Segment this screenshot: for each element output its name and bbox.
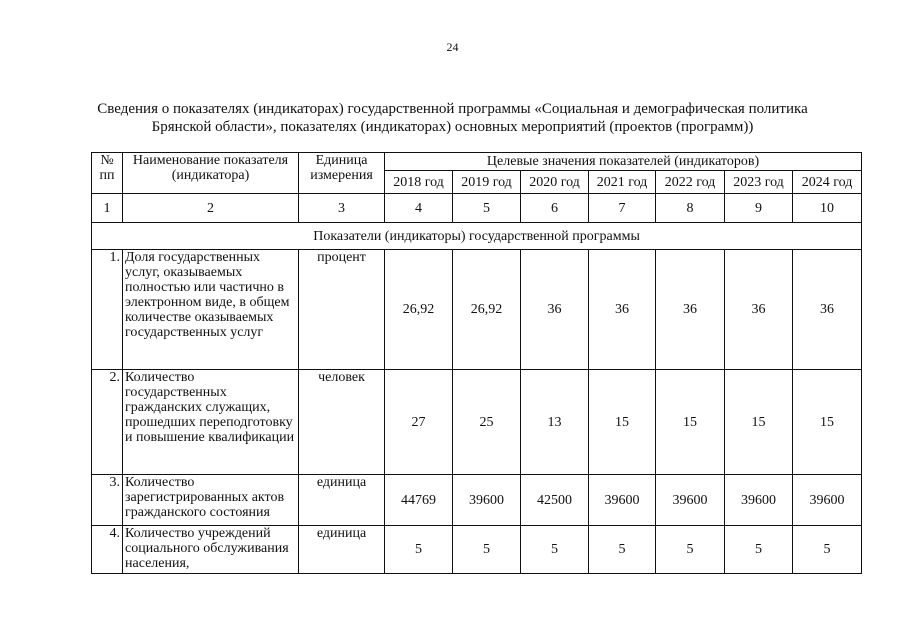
- row-number: 3.: [92, 475, 123, 526]
- target-value: 39600: [589, 475, 656, 526]
- title-line-2: Брянской области», показателях (индикаторах) основных мероприятий (проектов (программ)): [151, 119, 754, 135]
- header-year: 2021 год: [589, 171, 656, 194]
- row-number: 2.: [92, 370, 123, 475]
- target-value: 5: [385, 526, 453, 574]
- target-value: 44769: [385, 475, 453, 526]
- target-value: 36: [725, 250, 793, 370]
- column-index: 10: [793, 194, 862, 223]
- column-index: 5: [453, 194, 521, 223]
- indicator-name: Количество зарегистрированных актов гражданского состояния: [123, 475, 299, 526]
- target-value: 27: [385, 370, 453, 475]
- column-index: 4: [385, 194, 453, 223]
- target-value: 15: [793, 370, 862, 475]
- target-value: 39600: [656, 475, 725, 526]
- indicator-unit: процент: [299, 250, 385, 370]
- column-index: 3: [299, 194, 385, 223]
- target-value: 5: [725, 526, 793, 574]
- target-value: 13: [521, 370, 589, 475]
- target-value: 5: [521, 526, 589, 574]
- row-number: 1.: [92, 250, 123, 370]
- header-year: 2024 год: [793, 171, 862, 194]
- header-unit: Единица измерения: [299, 153, 385, 194]
- target-value: 15: [656, 370, 725, 475]
- target-value: 42500: [521, 475, 589, 526]
- target-value: 39600: [725, 475, 793, 526]
- header-row-1: [92, 153, 862, 171]
- column-index: 6: [521, 194, 589, 223]
- header-year: 2018 год: [385, 171, 453, 194]
- table-row: [92, 370, 862, 475]
- title-line-1: Сведения о показателях (индикаторах) государственной программы «Социальная и демографическая политика: [97, 101, 808, 117]
- indicator-name: Доля государственных услуг, оказываемых полностью или частично в электронном виде, в общем количестве оказываемых государственных услуг: [123, 250, 299, 370]
- table-row: [92, 475, 862, 526]
- indicators-table: [91, 152, 862, 574]
- indicator-name: Количество учреждений социального обслуживания населения,: [123, 526, 299, 574]
- column-index-row: [92, 194, 862, 223]
- column-index: 1: [92, 194, 123, 223]
- target-value: 36: [589, 250, 656, 370]
- target-value: 25: [453, 370, 521, 475]
- target-value: 26,92: [453, 250, 521, 370]
- header-targets: Целевые значения показателей (индикаторов): [385, 153, 862, 171]
- target-value: 5: [656, 526, 725, 574]
- section-row: [92, 223, 862, 250]
- header-year: 2022 год: [656, 171, 725, 194]
- header-year: 2023 год: [725, 171, 793, 194]
- target-value: 39600: [793, 475, 862, 526]
- row-number: 4.: [92, 526, 123, 574]
- indicator-unit: единица: [299, 475, 385, 526]
- indicator-unit: единица: [299, 526, 385, 574]
- target-value: 36: [656, 250, 725, 370]
- page-number: 24: [446, 40, 459, 54]
- indicator-name: Количество государственных гражданских служащих, прошедших переподготовку и повышение квалификации: [123, 370, 299, 475]
- section-title: Показатели (индикаторы) государственной программы: [92, 223, 862, 250]
- header-name: Наименование показателя (индикатора): [123, 153, 299, 194]
- target-value: 5: [453, 526, 521, 574]
- column-index: 9: [725, 194, 793, 223]
- header-year: 2020 год: [521, 171, 589, 194]
- column-index: 8: [656, 194, 725, 223]
- target-value: 15: [725, 370, 793, 475]
- target-value: 39600: [453, 475, 521, 526]
- column-index: 2: [123, 194, 299, 223]
- table-row: [92, 250, 862, 370]
- target-value: 15: [589, 370, 656, 475]
- table-row: [92, 526, 862, 574]
- target-value: 5: [589, 526, 656, 574]
- target-value: 36: [793, 250, 862, 370]
- document-title: [60, 100, 845, 136]
- header-num: № пп: [92, 153, 123, 194]
- target-value: 26,92: [385, 250, 453, 370]
- header-year: 2019 год: [453, 171, 521, 194]
- column-index: 7: [589, 194, 656, 223]
- target-value: 5: [793, 526, 862, 574]
- target-value: 36: [521, 250, 589, 370]
- indicator-unit: человек: [299, 370, 385, 475]
